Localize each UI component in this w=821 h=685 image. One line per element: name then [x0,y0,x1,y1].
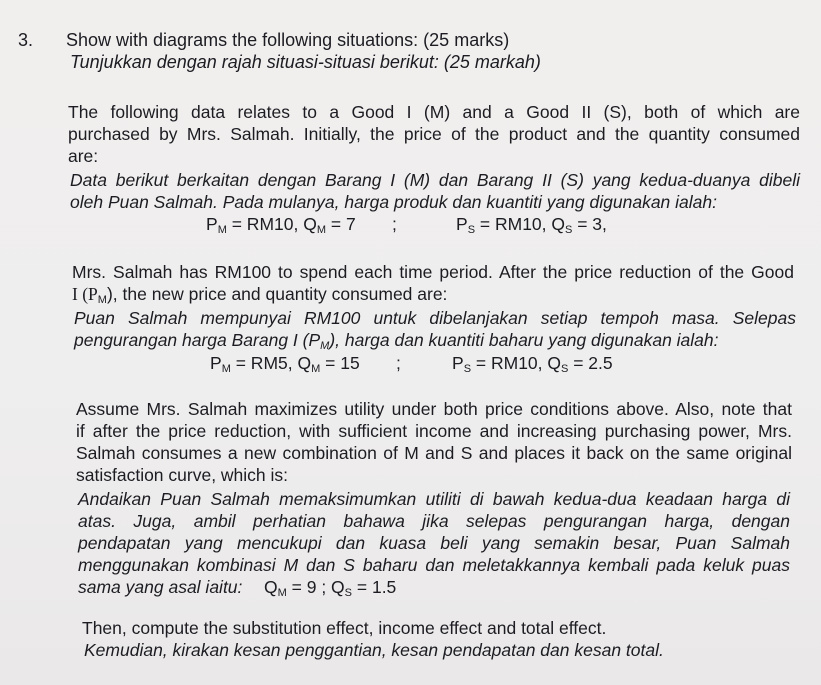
para2-formula-left: PM = RM5, QM = 15 [210,353,360,375]
para1-formula-right: PS = RM10, QS = 3, [456,214,607,236]
para2-formula-right: PS = RM10, QS = 2.5 [452,353,613,375]
para1-formula-separator: ; [392,214,397,234]
para2-formula-separator: ; [396,353,401,373]
para1-formula-left: PM = RM10, QM = 7 [206,214,356,236]
para1-my-line1: Data berikut berkaitan dengan Barang I (M) dan Barang II (S) yang kedua-duanya dibeli [70,170,800,190]
para3-my-line5: sama yang asal iaitu: [78,577,243,597]
para3-en-line4: satisfaction curve, which is: [76,465,289,485]
question-title-my: Tunjukkan dengan rajah situasi-situasi berikut: (25 markah) [70,52,541,72]
para4-en: Then, compute the substitution effect, income effect and total effect. [82,618,607,638]
para2-my-line1: Puan Salmah mempunyai RM100 untuk dibelanjakan setiap tempoh masa. Selepas [74,308,796,328]
para3-en-line3: Salmah consumes a new combination of M and S and places it back on the same original [76,443,792,463]
para1-en-line3: are: [68,146,99,166]
para3-my-line3: pendapatan yang mencukupi dan kuasa beli yang semakin besar, Puan Salmah [78,533,790,553]
para3-my-line4: menggunakan kombinasi M dan S baharu dan meletakkannya kembali pada keluk puas [78,555,790,575]
question-title-en: Show with diagrams the following situations: (25 marks) [66,30,510,50]
para4-my: Kemudian, kirakan kesan penggantian, kesan pendapatan dan kesan total. [84,640,664,660]
para3-my-line2: atas. Juga, ambil perhatian bahawa jika selepas pengurangan harga, dengan [78,511,790,531]
para1-en-line1: The following data relates to a Good I (M) and a Good II (S), both of which are [68,102,800,122]
question-number: 3. [18,30,34,50]
para2-en-line1: Mrs. Salmah has RM100 to spend each time period. After the price reduction of the Good [72,262,794,282]
para3-formula: QM = 9 ; QS = 1.5 [264,577,397,599]
para3-my-line1: Andaikan Puan Salmah memaksimumkan utiliti di bawah kedua-dua keadaan harga di [78,489,790,509]
para2-my-line2: pengurangan harga Barang I (PM), harga dan kuantiti baharu yang digunakan ialah: [74,330,719,352]
para1-my-line2: oleh Puan Salmah. Pada mulanya, harga produk dan kuantiti yang digunakan ialah: [70,192,717,212]
para2-en-line2: I (PM), the new price and quantity consumed are: [72,284,448,306]
para3-en-line1: Assume Mrs. Salmah maximizes utility under both price conditions above. Also, note that [76,399,792,419]
para1-en-line2: purchased by Mrs. Salmah. Initially, the price of the product and the quantity consumed [68,124,800,144]
para3-en-line2: if after the price reduction, with sufficient income and increasing purchasing power, Mrs. [76,421,792,441]
